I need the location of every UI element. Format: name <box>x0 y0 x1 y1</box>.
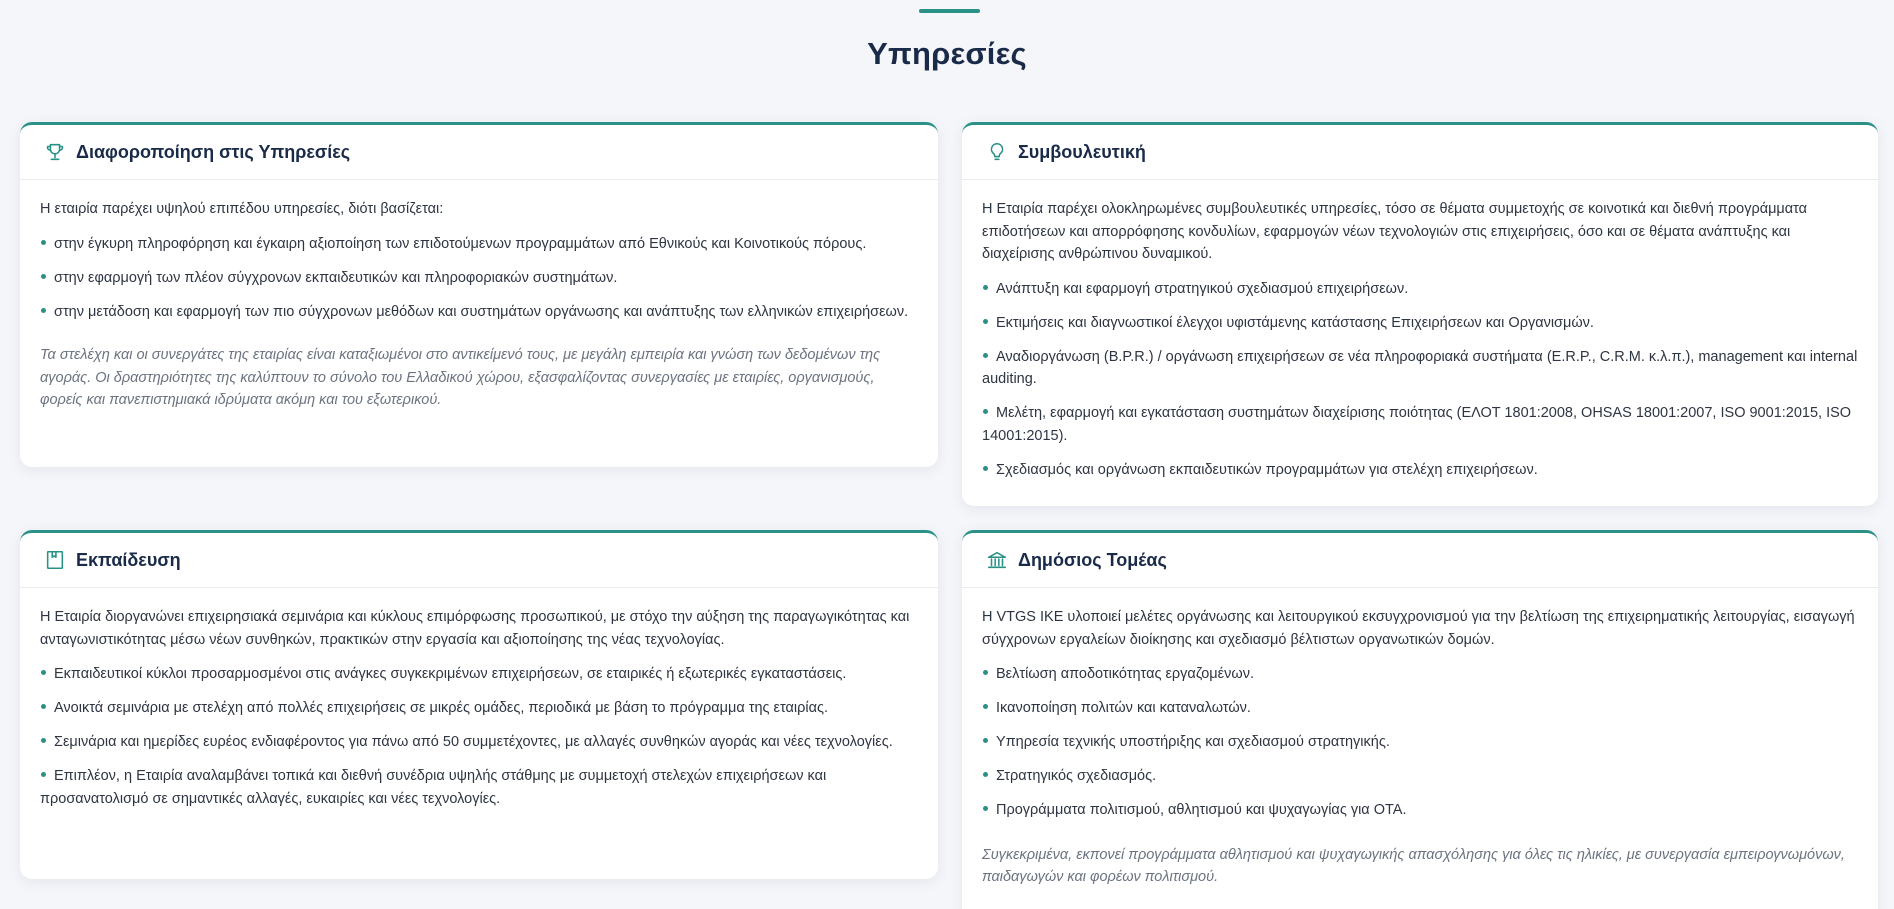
card-intro: Η Εταιρία διοργανώνει επιχειρησιακά σεμινάρια και κύκλους επιμόρφωσης προσωπικού, με στόχο την αύξηση της παραγωγικότητας και ανταγωνιστικότητας μέσω νέων συνθηκών, πρακτικών στην εργασία και αξιοποίησης της νέας τεχνολογίας. <box>40 609 910 648</box>
list-item: Υπηρεσία τεχνικής υποστήριξης και σχεδιασμού στρατηγικής. <box>982 731 1858 754</box>
card-list <box>40 663 918 810</box>
card-body <box>20 588 938 810</box>
card-note: Τα στελέχη και οι συνεργάτες της εταιρίας είναι καταξιωμένοι στο αντικείμενό τους, με μεγάλη εμπειρία και γνώση των δεδομένων της αγοράς. Οι δραστηριότητες της καλύπτουν το σύνολο του Ελλαδικού χώρου, εξασφαλίζοντας συνεργασίες με εταιρίες, οργανισμούς, φορείς και πανεπιστημιακά ιδρύματα ακόμη και του εξωτερικού. <box>40 347 881 408</box>
card-differentiation <box>20 122 938 467</box>
bullet-icon <box>983 738 988 743</box>
card-intro: Η εταιρία παρέχει υψηλού επιπέδου υπηρεσίες, διότι βασίζεται: <box>40 201 444 217</box>
list-item: Προγράμματα πολιτισμού, αθλητισμού και ψυχαγωγίας για ΟΤΑ. <box>982 799 1858 822</box>
trophy-icon <box>44 141 66 163</box>
list-item: στην εφαρμογή των πλέον σύγχρονων εκπαιδευτικών και πληροφοριακών συστημάτων. <box>40 267 918 290</box>
bullet-icon <box>983 806 988 811</box>
bullet-icon <box>41 772 46 777</box>
list-item: Αναδιοργάνωση (B.P.R.) / οργάνωση επιχειρήσεων σε νέα πληροφοριακά συστήματα (E.R.P., C.R.M. κ.λ.π.), management και internal auditing. <box>982 348 1858 387</box>
bullet-icon <box>983 353 988 358</box>
bullet-icon <box>983 319 988 324</box>
bank-icon <box>986 549 1008 571</box>
bullet-icon <box>983 670 988 675</box>
list-item: Ανάπτυξη και εφαρμογή στρατηγικού σχεδιασμού επιχειρήσεων. <box>982 278 1858 301</box>
card-list <box>40 233 918 324</box>
card-note: Συγκεκριμένα, εκπονεί προγράμματα αθλητισμού και ψυχαγωγικής απασχόλησης για όλες τις ηλικίες, με συνεργασία εμπειρογνωμόνων, παιδαγωγών και φορέων πολιτισμού. <box>982 846 1845 885</box>
bullet-icon <box>41 240 46 245</box>
bullet-icon <box>41 704 46 709</box>
card-list <box>982 278 1858 482</box>
list-item: Βελτίωση αποδοτικότητας εργαζομένων. <box>982 663 1858 686</box>
card-title: Εκπαίδευση <box>76 549 181 570</box>
list-item: Μελέτη, εφαρμογή και εγκατάσταση συστημάτων διαχείρισης ποιότητας (ΕΛΟΤ 1801:2008, OHSAS 18001:2007, ISO 9001:2015, ISO 14001:2015). <box>982 405 1852 444</box>
list-item: στην μετάδοση και εφαρμογή των πιο σύγχρονων μεθόδων και συστημάτων οργάνωσης και ανάπτυξης των ελληνικών επιχειρήσεων. <box>40 301 918 324</box>
card-title: Συμβουλευτική <box>1018 141 1146 162</box>
bullet-icon <box>983 409 988 414</box>
list-item: Ανοικτά σεμινάρια με στελέχη από πολλές επιχειρήσεις σε μικρές ομάδες, περιοδικά με βάση το πρόγραμμα της εταιρίας. <box>40 697 918 720</box>
page-title: Υπηρεσίες <box>867 36 1027 71</box>
lightbulb-icon <box>986 141 1008 163</box>
list-item: Επιπλέον, η Εταιρία αναλαμβάνει τοπικά και διεθνή συνέδρια υψηλής στάθμης με συμμετοχή στελεχών επιχειρήσεων και προσανατολισμό σε σημαντικές αλλαγές, ευκαιρίες και νέες τεχνολογίες. <box>40 768 827 807</box>
card-intro: Η Εταιρία παρέχει ολοκληρωμένες συμβουλευτικές υπηρεσίες, τόσο σε θέματα συμμετοχής σε κοινοτικά και διεθνή προγράμματα επιδοτήσεων και απορρόφησης κονδυλίων, εφαρμογών νέων τεχνολογιών στις επιχειρήσεις, όσο και σε θέματα ανάπτυξης και διαχείρισης ανθρώπινου δυναμικού. <box>982 201 1808 262</box>
list-item: Στρατηγικός σχεδιασμός. <box>982 765 1858 788</box>
title-accent-bar <box>919 9 980 13</box>
bullet-icon <box>41 274 46 279</box>
book-icon <box>44 549 66 571</box>
card-consulting <box>962 122 1878 506</box>
card-header <box>20 125 938 180</box>
bullet-icon <box>41 670 46 675</box>
card-body <box>962 180 1878 481</box>
card-title: Δημόσιος Τομέας <box>1018 549 1167 570</box>
list-item: Σχεδιασμός και οργάνωση εκπαιδευτικών προγραμμάτων για στελέχη επιχειρήσεων. <box>982 459 1858 482</box>
card-header <box>20 533 938 588</box>
bullet-icon <box>983 285 988 290</box>
card-body <box>20 180 938 412</box>
card-list <box>982 663 1858 822</box>
list-item: Εκπαιδευτικοί κύκλοι προσαρμοσμένοι στις ανάγκες συγκεκριμένων επιχειρήσεων, σε εταιρικές ή εξωτερικές εγκαταστάσεις. <box>40 663 918 686</box>
bullet-icon <box>41 308 46 313</box>
card-title: Διαφοροποίηση στις Υπηρεσίες <box>76 141 351 162</box>
list-item: Ικανοποίηση πολιτών και καταναλωτών. <box>982 697 1858 720</box>
list-item: Σεμινάρια και ημερίδες ευρέος ενδιαφέροντος για πάνω από 50 συμμετέχοντες, με αλλαγές συνθηκών αγοράς και νέες τεχνολογίες. <box>40 731 918 754</box>
card-body <box>962 588 1878 889</box>
card-public-sector <box>962 530 1878 909</box>
list-item: στην έγκυρη πληροφόρηση και έγκαιρη αξιοποίηση των επιδοτούμενων προγραμμάτων από Εθνικούς και Κοινοτικούς πόρους. <box>40 233 918 256</box>
card-intro: Η VTGS ΙΚΕ υλοποιεί μελέτες οργάνωσης και λειτουργικού εκσυγχρονισμού για την βελτίωση της επιχειρηματικής λειτουργίας, εισαγωγή σύγχρονων εργαλείων διοίκησης και σχεδιασμό βέλτιστων οργανωτικών δομών. <box>982 609 1855 648</box>
card-training <box>20 530 938 879</box>
bullet-icon <box>41 738 46 743</box>
card-header <box>962 125 1878 180</box>
bullet-icon <box>983 704 988 709</box>
bullet-icon <box>983 466 988 471</box>
bullet-icon <box>983 772 988 777</box>
list-item: Εκτιμήσεις και διαγνωστικοί έλεγχοι υφιστάμενης κατάστασης Επιχειρήσεων και Οργανισμών. <box>982 312 1858 335</box>
card-header <box>962 533 1878 588</box>
